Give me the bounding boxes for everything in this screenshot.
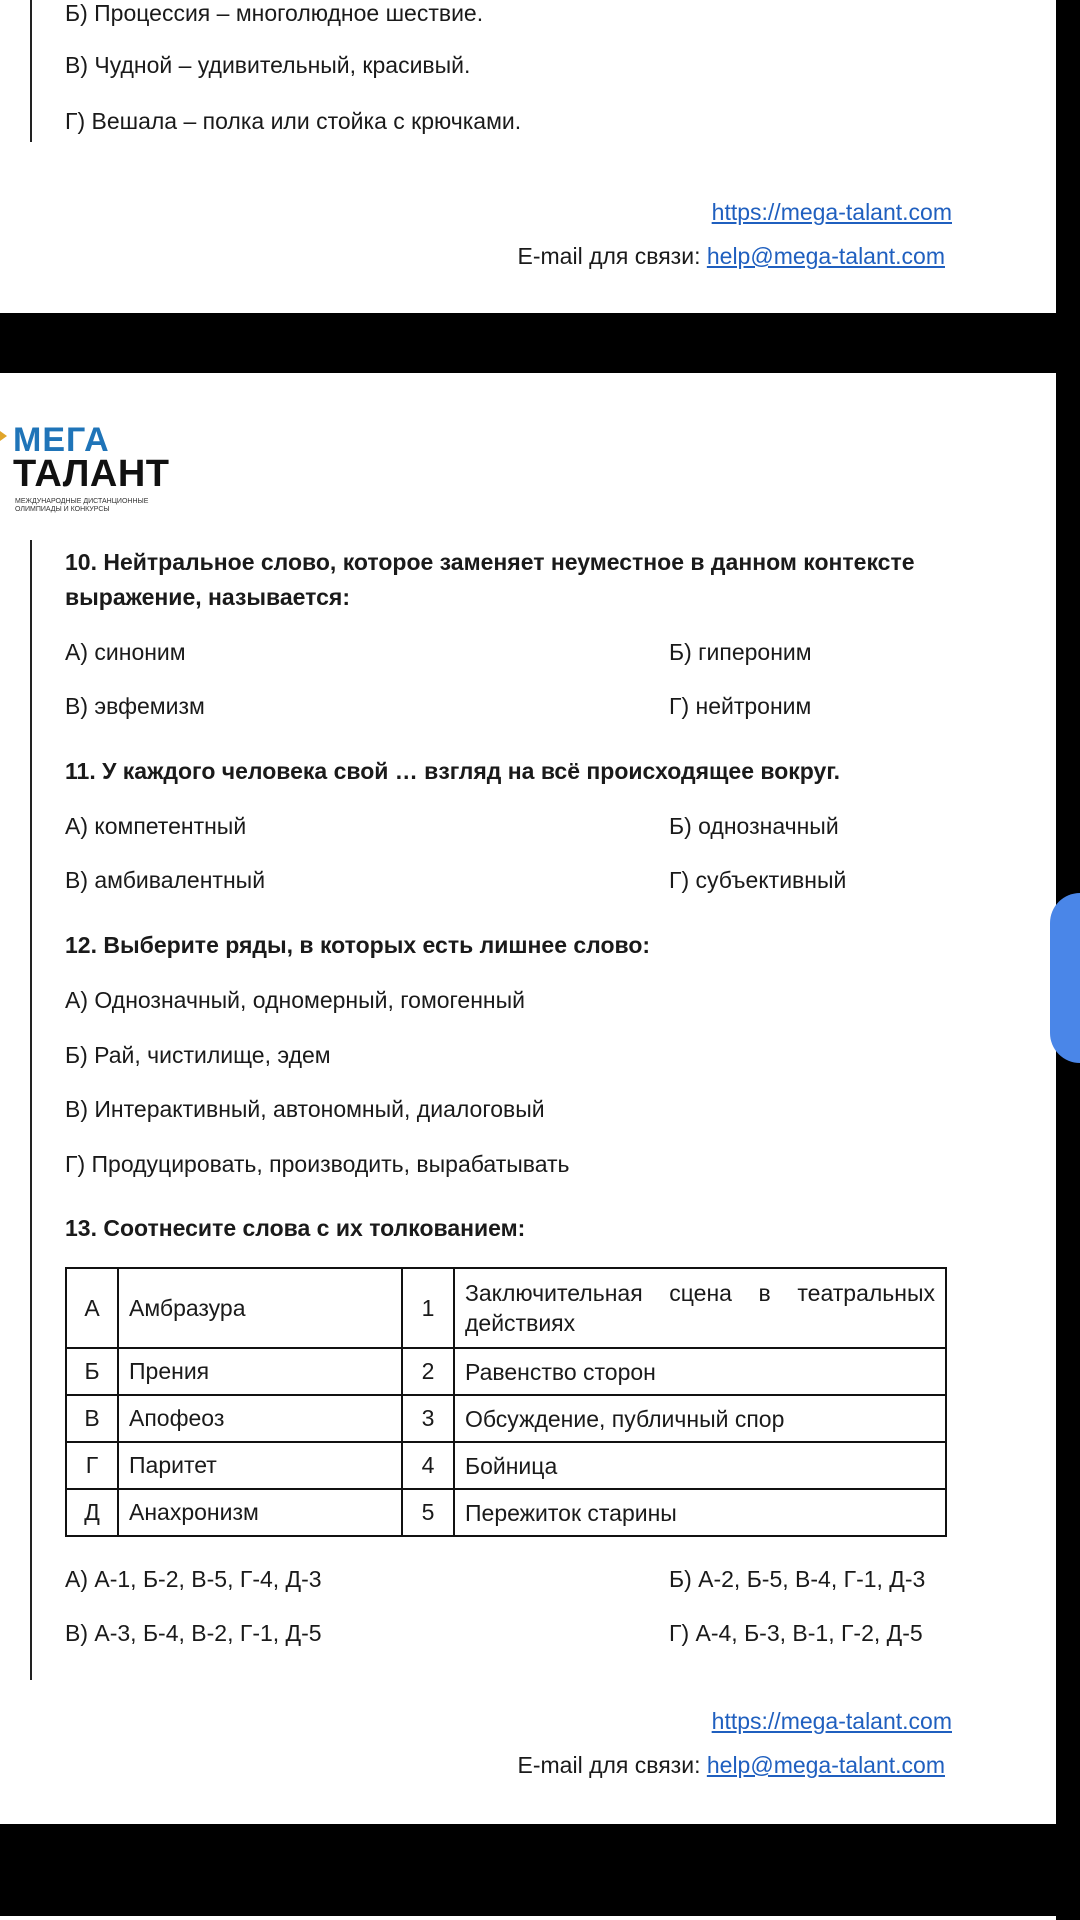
row-letter: Д bbox=[66, 1489, 118, 1536]
table-row bbox=[66, 1395, 946, 1442]
question-13: 13. Соотнесите слова с их толкованием: bbox=[65, 1215, 526, 1241]
logo-subtitle-line1: МЕЖДУНАРОДНЫЕ ДИСТАНЦИОННЫЕ bbox=[15, 498, 149, 505]
row-number: 5 bbox=[402, 1489, 454, 1536]
row-definition: Заключительная сцена в театральных действиях bbox=[454, 1268, 946, 1348]
row-letter: Г bbox=[66, 1442, 118, 1489]
q12-option-a: А) Однозначный, одномерный, гомогенный bbox=[65, 987, 525, 1013]
option-v: В) Чудной – удивительный, красивый. bbox=[65, 52, 471, 78]
table-row bbox=[66, 1489, 946, 1536]
logo-subtitle-line2: ОЛИМПИАДЫ И КОНКУРСЫ bbox=[15, 506, 110, 513]
question-11: 11. У каждого человека свой … взгляд на всё происходящее вокруг. bbox=[65, 758, 840, 784]
q11-option-a: А) компетентный bbox=[65, 813, 247, 839]
q11-option-c: В) амбивалентный bbox=[65, 867, 266, 893]
q10-option-b: Б) гипероним bbox=[669, 639, 812, 665]
email-link[interactable]: help@mega-talant.com bbox=[706, 243, 945, 269]
logo-subtitle bbox=[15, 498, 175, 514]
row-definition: Бойница bbox=[454, 1442, 946, 1489]
question-10-line2: выражение, называется: bbox=[65, 584, 351, 610]
q13-option-c: В) А-3, Б-4, В-2, Г-1, Д-5 bbox=[65, 1620, 322, 1646]
table-row bbox=[66, 1348, 946, 1395]
row-number: 2 bbox=[402, 1348, 454, 1395]
email-label: E-mail для связи: bbox=[517, 1752, 701, 1778]
question-10-line1: 10. Нейтральное слово, которое заменяет неуместное в данном контексте bbox=[65, 549, 915, 575]
website-link[interactable]: https://mega-talant.com bbox=[711, 199, 952, 225]
document-page-3 bbox=[0, 1916, 1056, 1920]
q10-option-c: В) эвфемизм bbox=[65, 693, 205, 719]
row-word: Прения bbox=[118, 1348, 402, 1395]
email-label: E-mail для связи: bbox=[517, 243, 701, 269]
logo-text-mega: МЕГА bbox=[13, 421, 110, 459]
q13-option-d: Г) А-4, Б-3, В-1, Г-2, Д-5 bbox=[669, 1620, 923, 1646]
q12-option-d: Г) Продуцировать, производить, вырабатывать bbox=[65, 1151, 570, 1177]
row-word: Анахронизм bbox=[118, 1489, 402, 1536]
row-word: Апофеоз bbox=[118, 1395, 402, 1442]
scroll-handle[interactable] bbox=[1050, 893, 1080, 1063]
row-letter: Б bbox=[66, 1348, 118, 1395]
logo-triangle-icon bbox=[0, 431, 7, 441]
row-letter: В bbox=[66, 1395, 118, 1442]
q11-option-b: Б) однозначный bbox=[669, 813, 839, 839]
email-link[interactable]: help@mega-talant.com bbox=[706, 1752, 945, 1778]
row-definition: Равенство сторон bbox=[454, 1348, 946, 1395]
logo-text-talant: ТАЛАНТ bbox=[13, 453, 170, 495]
row-definition: Обсуждение, публичный спор bbox=[454, 1395, 946, 1442]
row-number: 1 bbox=[402, 1268, 454, 1348]
margin-line bbox=[30, 0, 32, 142]
matching-table bbox=[65, 1267, 947, 1537]
row-number: 3 bbox=[402, 1395, 454, 1442]
option-g: Г) Вешала – полка или стойка с крючками. bbox=[65, 108, 522, 134]
option-b: Б) Процессия – многолюдное шествие. bbox=[65, 0, 484, 26]
q12-option-c: В) Интерактивный, автономный, диалоговый bbox=[65, 1096, 545, 1122]
document-page-1 bbox=[0, 0, 1056, 313]
email-line bbox=[518, 1752, 945, 1779]
row-word: Амбразура bbox=[118, 1268, 402, 1348]
q10-option-d: Г) нейтроним bbox=[669, 693, 812, 719]
q11-option-d: Г) субъективный bbox=[669, 867, 847, 893]
document-page-2 bbox=[0, 373, 1056, 1824]
row-word: Паритет bbox=[118, 1442, 402, 1489]
q13-option-b: Б) А-2, Б-5, В-4, Г-1, Д-3 bbox=[669, 1566, 926, 1592]
margin-line bbox=[30, 540, 32, 1680]
q12-option-b: Б) Рай, чистилище, эдем bbox=[65, 1042, 331, 1068]
table-row bbox=[66, 1442, 946, 1489]
q13-option-a: А) А-1, Б-2, В-5, Г-4, Д-3 bbox=[65, 1566, 322, 1592]
email-line bbox=[518, 243, 945, 270]
row-definition: Пережиток старины bbox=[454, 1489, 946, 1536]
row-number: 4 bbox=[402, 1442, 454, 1489]
table-row bbox=[66, 1268, 946, 1348]
question-12: 12. Выберите ряды, в которых есть лишнее слово: bbox=[65, 932, 651, 958]
website-link[interactable]: https://mega-talant.com bbox=[711, 1708, 952, 1734]
row-letter: А bbox=[66, 1268, 118, 1348]
q10-option-a: А) синоним bbox=[65, 639, 186, 665]
